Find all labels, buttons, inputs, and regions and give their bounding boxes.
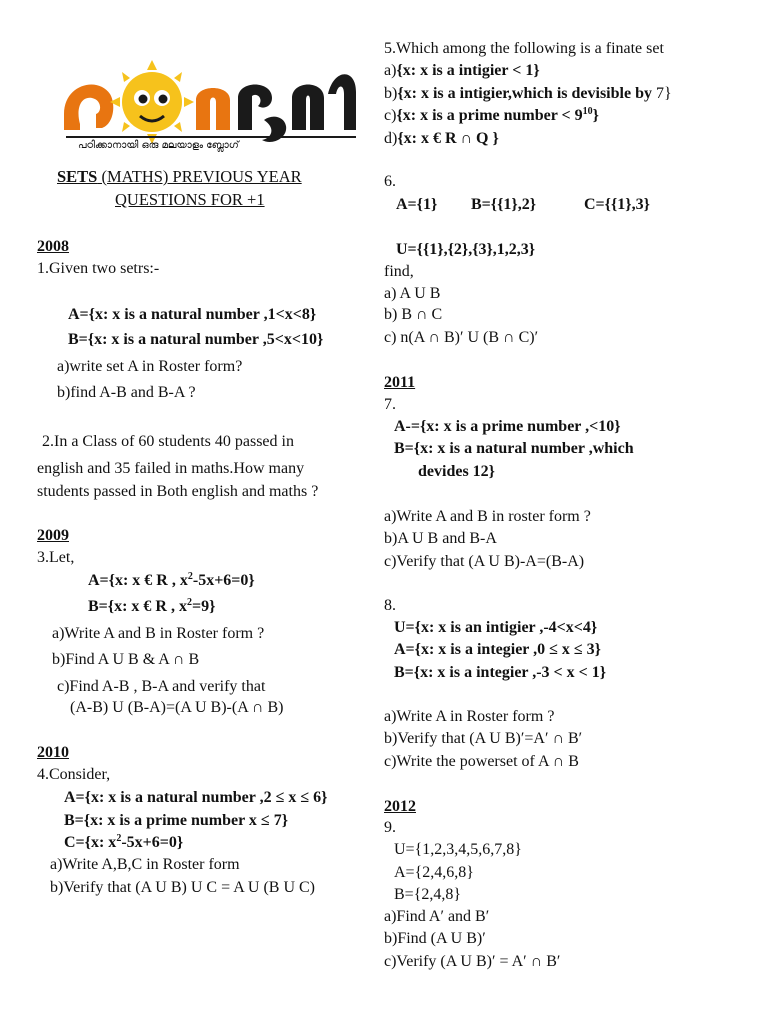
q9-set-a: A={2,4,6,8} (394, 864, 474, 881)
q2-line2: english and 35 failed in maths.How many (37, 460, 305, 477)
q8-set-b: B={x: x is a integier ,-3 < x < 1} (394, 664, 607, 681)
q4-intro: 4.Consider, (37, 766, 111, 783)
q6-part-a: a) A U B (384, 285, 441, 302)
q3-part-c2: (A-B) U (B-A)=(A U B)-(A ∩ B) (70, 699, 284, 716)
q4-set-a: A={x: x is a natural number ,2 ≤ x ≤ 6} (64, 789, 328, 806)
year-heading-2010: 2010 (37, 744, 69, 761)
year-heading-2009: 2009 (37, 527, 69, 544)
q1-set-a: A={x: x is a natural number ,1<x<8} (68, 306, 317, 323)
q4-set-c: C={x: $x^2-5x+6=0$} (64, 833, 184, 851)
q7-number: 7. (384, 396, 396, 413)
q3-intro: 3.Let, (37, 549, 75, 566)
q2-line1: 2.In a Class of 60 students 40 passed in (42, 433, 294, 450)
q9-part-a: a)Find A′ and B′ (384, 908, 490, 925)
q1-intro: 1.Given two setrs:- (37, 260, 160, 277)
page-title-line2: QUESTIONS FOR +1 (115, 190, 265, 209)
q4-part-b: b)Verify that (A U B) U C = A U (B U C) (50, 879, 316, 896)
title-rest: (MATHS) PREVIOUS YEAR (97, 167, 302, 186)
q7-part-b: b)A U B and B-A (384, 530, 497, 547)
q7-set-b-line1: B={x: x is a natural number ,which (394, 440, 634, 457)
q5-option-a: a){x: x is a intigier < 1} (384, 62, 540, 79)
q3-part-a: a)Write A and B in Roster form ? (52, 625, 265, 642)
right-column (384, 0, 768, 1024)
q7-part-c: c)Verify that (A U B)-A=(B-A) (384, 553, 585, 570)
q5-option-c: c){x: x is a prime number < $9^{10}$} (384, 106, 599, 124)
q7-part-a: a)Write A and B in roster form ? (384, 508, 591, 525)
page-title-line1 (57, 167, 302, 187)
q4-part-a: a)Write A,B,C in Roster form (50, 856, 240, 873)
q6-universal-set: U={{1},{2},{3},1,2,3} (396, 241, 536, 258)
q9-number: 9. (384, 819, 396, 836)
q6-set-c: C={{1},3} (584, 196, 650, 213)
q3-part-c1: c)Find A-B , B-A and verify that (57, 678, 266, 695)
q6-set-b: B={{1},2} (471, 196, 537, 213)
q3-set-b: B={x: x € R , $x^2=9$} (88, 597, 216, 615)
q9-universal-set: U={1,2,3,4,5,6,7,8} (394, 841, 522, 858)
q5-intro: 5.Which among the following is a finate set (384, 40, 664, 57)
q5-option-d: d){x: x € R ∩ Q } (384, 130, 499, 147)
year-heading-2012: 2012 (384, 798, 416, 815)
q1-part-a: a)write set A in Roster form? (57, 358, 243, 375)
q9-part-b: b)Find (A U B)′ (384, 930, 486, 947)
q8-number: 8. (384, 597, 396, 614)
q7-set-b-line2: devides 12} (418, 463, 495, 480)
q8-part-c: c)Write the powerset of A ∩ B (384, 753, 579, 770)
q1-part-b: b)find A-B and B-A ? (57, 384, 196, 401)
q6-set-a: A={1} (396, 196, 438, 213)
q3-set-a: A={x: x € R , $x^2-5x+6=0$} (88, 571, 255, 589)
q4-set-b: B={x: x is a prime number x ≤ 7} (64, 812, 288, 829)
q7-set-a: A-={x: x is a prime number ,<10} (394, 418, 621, 435)
q6-part-b: b) B ∩ C (384, 306, 443, 323)
q9-part-c: c)Verify (A U B)′ = A′ ∩ B′ (384, 953, 561, 970)
title-sets: SETS (57, 167, 98, 186)
q6-number: 6. (384, 173, 396, 190)
q6-part-c: c) n(A ∩ B)′ U (B ∩ C)′ (384, 329, 539, 346)
q5-option-b: b){x: x is a intigier,which is devisible by 7} (384, 85, 672, 102)
q8-set-a: A={x: x is a integier ,0 ≤ x ≤ 3} (394, 641, 601, 658)
year-heading-2008: 2008 (37, 238, 69, 255)
q8-part-a: a)Write A in Roster form ? (384, 708, 555, 725)
q8-part-b: b)Verify that (A U B)′=A′ ∩ B′ (384, 730, 583, 747)
q8-universal-set: U={x: x is an intigier ,-4<x<4} (394, 619, 598, 636)
q6-find: find, (384, 263, 414, 280)
year-heading-2011: 2011 (384, 374, 416, 391)
q3-part-b: b)Find A U B & A ∩ B (52, 651, 200, 668)
q9-set-b: B={2,4,8} (394, 886, 462, 903)
q1-set-b: B={x: x is a natural number ,5<x<10} (68, 331, 324, 348)
q2-line3: students passed in Both english and maths ? (37, 483, 319, 500)
logo-tagline: പഠിക്കാനായി ഒരു മലയാളം ബ്ലോഗ് (78, 140, 239, 151)
